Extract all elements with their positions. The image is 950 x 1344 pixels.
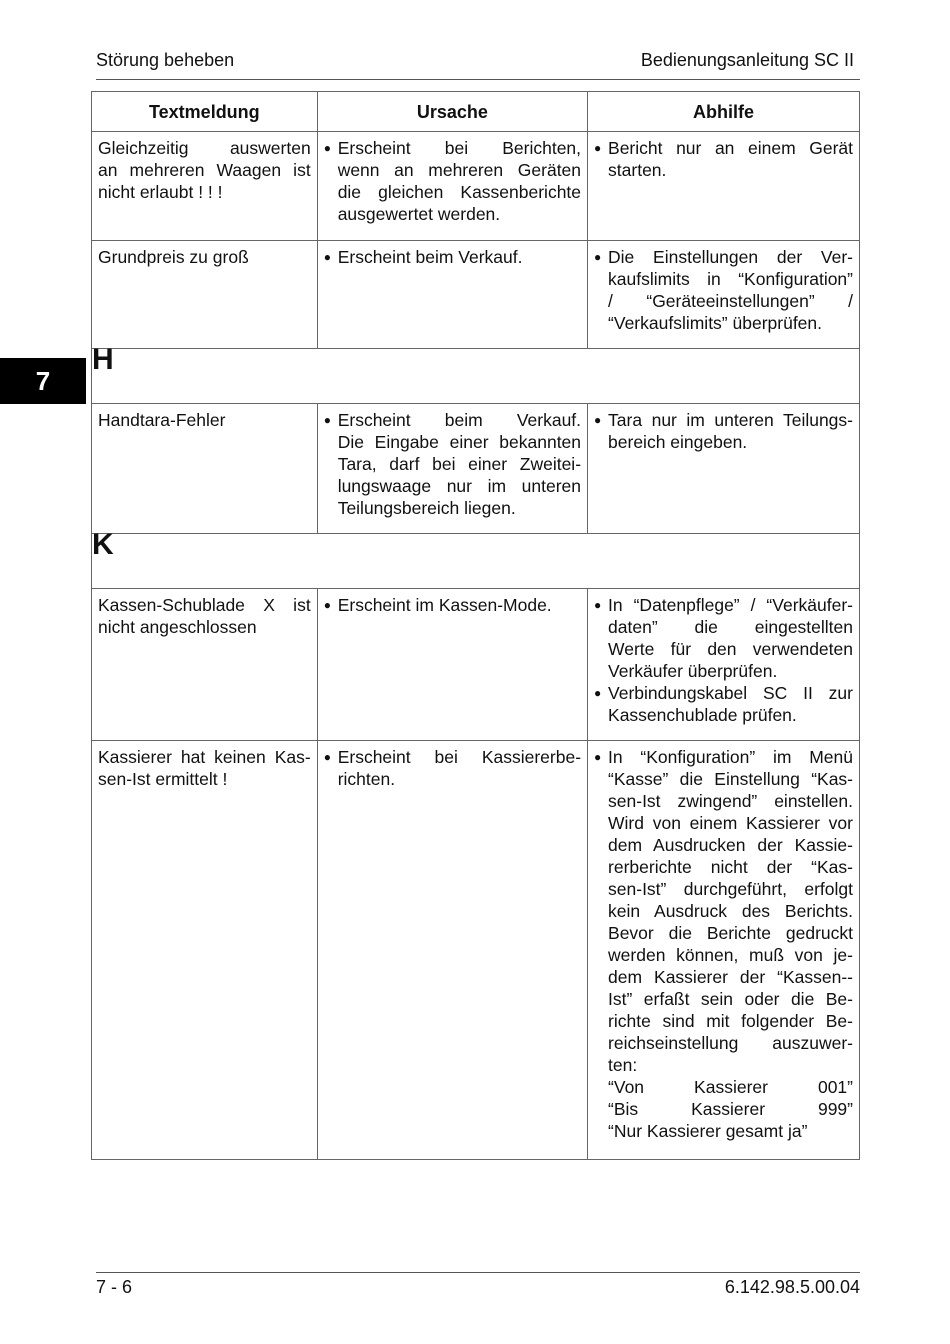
page-number: 7 - 6: [96, 1277, 133, 1297]
remedy-bullet-item: [594, 594, 853, 682]
cause-line: Erscheint beim Verkauf.: [337, 247, 523, 267]
cause-line: lungswaage nur im unteren: [337, 476, 582, 496]
remedy-bullet-item: [594, 137, 853, 181]
bullet-icon: ●: [323, 598, 331, 612]
cause-bullet-item: [324, 246, 581, 268]
remedy-line: Wird von einem Kassierer vor: [608, 813, 853, 833]
table-header-row: [92, 92, 860, 132]
remedy-line: Bericht nur an einem Gerät: [608, 138, 853, 158]
message-cell: [92, 241, 318, 349]
table-row: [92, 589, 860, 741]
remedy-line: Verkäufer überprüfen.: [608, 661, 778, 681]
remedy-line: ten:: [608, 1055, 638, 1075]
table-row: [92, 741, 860, 1160]
remedy-line: Bevor die Berichte gedruckt: [608, 923, 853, 943]
page-footer: [96, 1272, 860, 1303]
bullet-icon: ●: [594, 141, 602, 155]
cause-line: Erscheint bei Kassiererbe-: [337, 747, 582, 767]
remedy-line: “Bis Kassierer 999”: [608, 1099, 853, 1119]
cause-bullet-item: [324, 746, 581, 790]
bullet-icon: ●: [594, 598, 602, 612]
remedy-line: rerberichte nicht der “Kas-: [608, 857, 853, 877]
cause-line: die gleichen Kassenberichte: [337, 182, 582, 202]
remedy-line: “Kasse” die Einstellung “Kas-: [608, 769, 853, 789]
remedy-cell: [588, 132, 860, 241]
remedy-line: “Von Kassierer 001”: [608, 1077, 853, 1097]
message-line: Handtara-Fehler: [98, 410, 226, 430]
cause-line: Teilungsbereich liegen.: [337, 498, 516, 518]
remedy-line: In “Datenpflege” / “Verkäufer-: [608, 595, 853, 615]
message-cell: [92, 404, 318, 534]
remedy-text: [608, 409, 853, 453]
remedy-line: dem Ausdrucken der Kassie-: [608, 835, 853, 855]
cause-text: [338, 137, 581, 225]
message-line: nicht erlaubt ! ! !: [98, 182, 223, 202]
section-k-heading-letter: K: [92, 534, 860, 589]
remedy-text: [608, 746, 853, 1142]
remedy-line: Kassenchublade prüfen.: [608, 705, 797, 725]
bullet-icon: ●: [594, 250, 602, 264]
remedy-line: bereich eingeben.: [608, 432, 748, 452]
remedy-line: sen-Ist” durchgeführt, erfolgt: [608, 879, 853, 899]
remedy-bullet-item: [594, 746, 853, 1142]
remedy-line: werden können, muß von je-: [608, 945, 853, 965]
cause-line: Tara, darf bei einer Zweitei-: [337, 454, 582, 474]
section-h-heading-letter: H: [92, 349, 860, 404]
remedy-bullet-item: [594, 409, 853, 453]
page-header: [96, 50, 860, 80]
remedy-cell: [588, 741, 860, 1160]
remedy-line: kein Ausdruck des Berichts.: [608, 901, 853, 921]
remedy-cell: [588, 241, 860, 349]
remedy-cell: [588, 404, 860, 534]
table-row: [92, 132, 860, 241]
cause-text: [338, 409, 581, 519]
cause-line: Erscheint bei Berichten,: [337, 138, 582, 158]
column-header-message: Textmeldung: [92, 92, 318, 132]
message-line: Kassen-Schublade X ist: [98, 595, 311, 615]
remedy-line: dem Kassierer der “Kassen--: [608, 967, 853, 987]
cause-line: ausgewertet werden.: [337, 204, 501, 224]
remedy-line: kaufslimits in “Konfiguration”: [608, 269, 853, 289]
remedy-text: [608, 594, 853, 682]
message-line: Gleichzeitig auswerten: [98, 138, 311, 158]
remedy-line: Werte für den verwendeten: [608, 639, 853, 659]
column-header-remedy: Abhilfe: [588, 92, 860, 132]
section-h-heading: [92, 349, 860, 404]
remedy-line: richte sind mit folgender Be-: [608, 1011, 853, 1031]
message-line: Kassierer hat keinen Kas-: [98, 747, 311, 767]
table-row: [92, 241, 860, 349]
cause-cell: [317, 741, 587, 1160]
bullet-icon: ●: [323, 750, 331, 764]
cause-text: [338, 594, 581, 616]
message-line: Grundpreis zu groß: [98, 247, 249, 267]
remedy-line: Ist” erfaßt sein oder die Be-: [608, 989, 853, 1009]
bullet-icon: ●: [594, 750, 602, 764]
remedy-line: In “Konfiguration” im Menü: [608, 747, 853, 767]
message-line: sen-Ist ermittelt !: [98, 769, 228, 789]
table-row: [92, 404, 860, 534]
remedy-text: [608, 137, 853, 181]
message-cell: [92, 132, 318, 241]
message-line: an mehreren Waagen ist: [98, 160, 311, 180]
chapter-tab: 7: [0, 358, 86, 404]
remedy-line: / “Geräteeinstellungen” /: [608, 291, 853, 311]
bullet-icon: ●: [323, 413, 331, 427]
remedy-line: “Verkaufslimits” überprüfen.: [608, 313, 823, 333]
cause-cell: [317, 589, 587, 741]
message-cell: [92, 589, 318, 741]
cause-line: Die Eingabe einer bekannten: [337, 432, 582, 452]
header-section-title: Störung beheben: [96, 50, 235, 70]
cause-text: [338, 246, 581, 268]
remedy-line: Die Einstellungen der Ver-: [608, 247, 853, 267]
cause-bullet-item: [324, 409, 581, 519]
remedy-line: Tara nur im unteren Teilungs-: [608, 410, 853, 430]
cause-bullet-item: [324, 594, 581, 616]
message-line: nicht angeschlossen: [98, 617, 257, 637]
column-header-cause: Ursache: [317, 92, 587, 132]
remedy-line: sen-Ist zwingend” einstellen.: [608, 791, 853, 811]
remedy-bullet-item: [594, 246, 853, 334]
header-manual-title: Bedienungsanleitung SC II: [640, 50, 854, 70]
bullet-icon: ●: [323, 250, 331, 264]
remedy-cell: [588, 589, 860, 741]
cause-line: richten.: [337, 769, 396, 789]
cause-line: wenn an mehreren Geräten: [337, 160, 582, 180]
cause-cell: [317, 241, 587, 349]
cause-cell: [317, 132, 587, 241]
remedy-text: [608, 682, 853, 726]
remedy-line: “Nur Kassierer gesamt ja”: [608, 1121, 808, 1141]
section-k-heading: [92, 534, 860, 589]
bullet-icon: ●: [594, 413, 602, 427]
remedy-bullet-item: [594, 682, 853, 726]
remedy-line: reichseinstellung auszuwer-: [608, 1033, 853, 1053]
cause-cell: [317, 404, 587, 534]
bullet-icon: ●: [323, 141, 331, 155]
remedy-line: Verbindungskabel SC II zur: [608, 683, 853, 703]
cause-bullet-item: [324, 137, 581, 225]
message-cell: [92, 741, 318, 1160]
cause-line: Erscheint beim Verkauf.: [337, 410, 582, 430]
remedy-text: [608, 246, 853, 334]
cause-text: [338, 746, 581, 790]
bullet-icon: ●: [594, 686, 602, 700]
document-number: 6.142.98.5.00.04: [724, 1277, 860, 1297]
remedy-line: starten.: [608, 160, 667, 180]
cause-line: Erscheint im Kassen-Mode.: [337, 595, 552, 615]
troubleshooting-table: [91, 91, 860, 1160]
remedy-line: daten” die eingestellten: [608, 617, 853, 637]
